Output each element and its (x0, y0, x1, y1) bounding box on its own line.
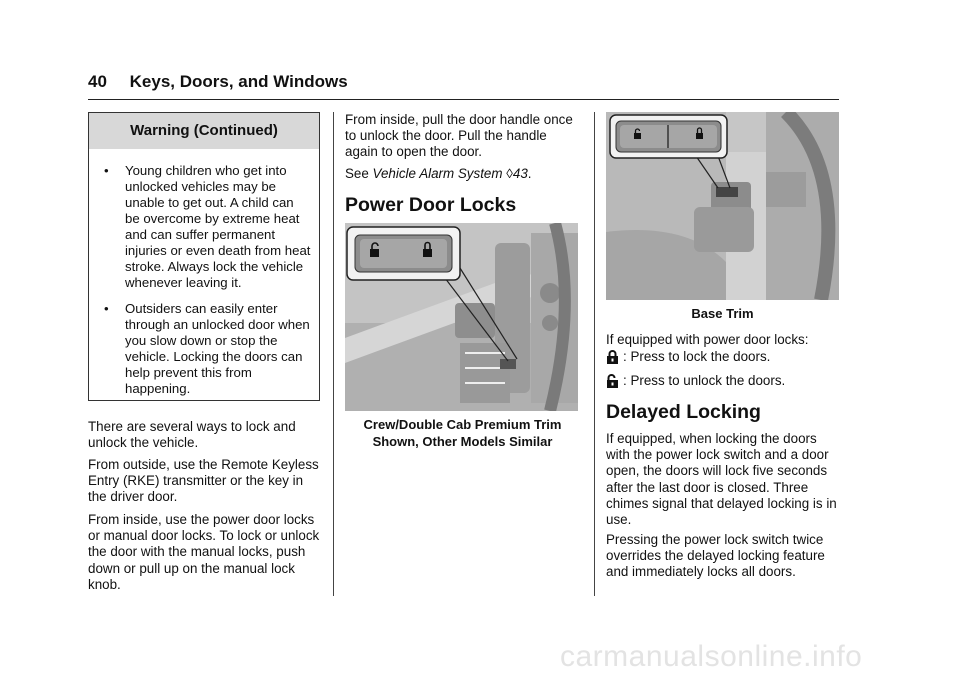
bullet: • (104, 163, 109, 178)
figure-premium-trim (345, 223, 578, 411)
lock-open-icon (606, 374, 619, 388)
lock-row (606, 349, 839, 365)
paragraph: There are several ways to lock and unlock the vehicle. (88, 419, 296, 451)
door-panel-illustration (606, 112, 839, 300)
watermark: carmanualsonline.info (560, 640, 863, 673)
page-header (88, 72, 348, 92)
warning-list (89, 163, 319, 397)
see-prefix: See (345, 166, 373, 181)
alarm-system-link[interactable]: Vehicle Alarm System (372, 166, 503, 181)
paragraph: From outside, use the Remote Keyless Entry (RKE) transmitter or the key in the driver door. (88, 457, 319, 505)
section-heading: Power Door Locks (345, 194, 517, 216)
page-ref-number[interactable]: 43 (512, 166, 528, 181)
punctuation: . (527, 166, 532, 181)
warning-item (89, 163, 319, 291)
cross-reference (345, 166, 580, 182)
column-divider-2 (594, 112, 595, 596)
lock-closed-icon (606, 350, 619, 364)
page-number: 40 (88, 72, 107, 91)
warning-item-text: Young children who get into unlocked vehicles may be unable to get out. A child can be overcome by extreme heat and can suffer permanent injuries or even death from heat stroke. Always lock the vehicle whenever leaving it. (125, 163, 311, 290)
section-heading: Delayed Locking (606, 401, 761, 423)
paragraph: Pressing the power lock switch twice overrides the delayed locking feature and immediately locks all doors. (606, 532, 825, 580)
warning-item (89, 301, 319, 397)
figure-caption: Base Trim (691, 306, 754, 321)
column-divider-1 (333, 112, 334, 596)
header-rule (88, 99, 839, 100)
figure-base-trim (606, 112, 839, 300)
paragraph: From inside, use the power door locks or manual door locks. To lock or unlock the door with the manual locks, push down or pull up on the manual lock knob. (88, 512, 320, 592)
warning-title: Warning (Continued) (89, 113, 319, 149)
door-panel-illustration (345, 223, 578, 411)
warning-box (88, 112, 320, 401)
page-ref-icon: ◊ (506, 166, 513, 181)
figure-caption: Crew/Double Cab Premium Trim (363, 417, 562, 432)
warning-item-text: Outsiders can easily enter through an unlocked door when you slow down or stop the vehicle. Locking the doors can help prevent this from happening. (125, 301, 310, 396)
bullet: • (104, 301, 109, 316)
unlock-description: : Press to unlock the doors. (623, 373, 786, 388)
paragraph: If equipped with power door locks: (606, 332, 809, 347)
paragraph: If equipped, when locking the doors with the power lock switch and a door open, the doors will lock five seconds after the last door is closed. Three chimes signal that delayed locking is in use. (606, 431, 837, 528)
section-title: Keys, Doors, and Windows (129, 72, 348, 91)
figure-caption: Shown, Other Models Similar (372, 434, 553, 449)
lock-description: : Press to lock the doors. (623, 349, 771, 364)
paragraph: From inside, pull the door handle once to unlock the door. Pull the handle again to open the door. (345, 112, 573, 160)
unlock-row (606, 373, 839, 389)
